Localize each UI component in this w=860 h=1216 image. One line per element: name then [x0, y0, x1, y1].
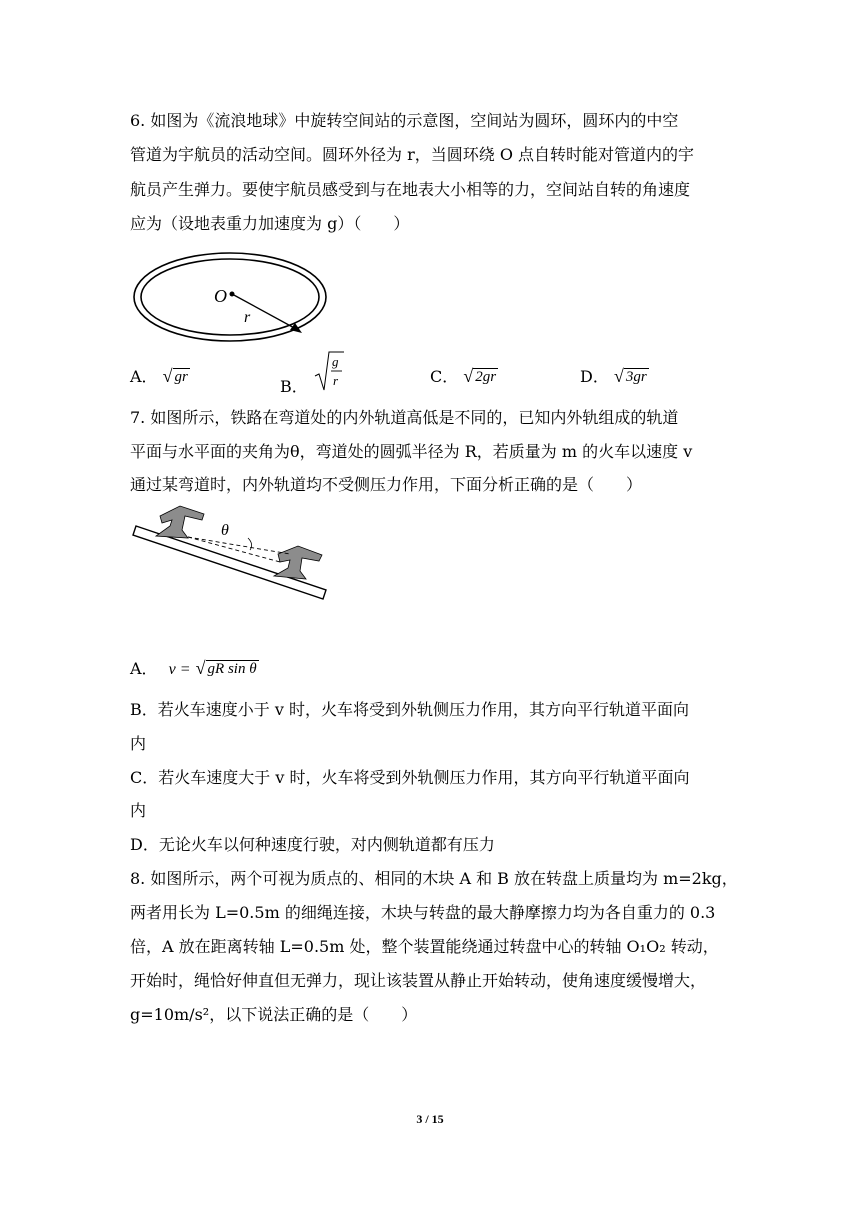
- inner-ring: [141, 259, 319, 335]
- center-label: O: [214, 286, 227, 306]
- q6-option-c[interactable]: C． √ 2gr: [430, 366, 497, 386]
- sqrt-3gr: √ 3gr: [613, 366, 647, 386]
- q6-ring-figure: [130, 250, 330, 350]
- q7-option-c-line-2: 内: [130, 801, 147, 820]
- sqrt-gr: √ gr: [162, 366, 188, 386]
- q7-option-b-line-1[interactable]: B．若火车速度小于 v 时，火车将受到外轨侧压力作用，其方向平行轨道平面向: [130, 700, 689, 719]
- q8-line-4: 开始时，绳恰好伸直但无弹力，现让该装置从静止开始转动，使角速度缓慢增大，: [130, 971, 707, 990]
- q6-line-3: 航员产生弹力。要使宇航员感受到与在地表大小相等的力，空间站自转的角速度: [130, 180, 691, 199]
- q7-option-b-line-2: 内: [130, 734, 147, 753]
- outer-rail: [156, 506, 204, 538]
- q7-line-2: 平面与水平面的夹角为θ，弯道处的圆弧半径为 R，若质量为 m 的火车以速度 v: [130, 442, 693, 461]
- q7-option-d[interactable]: D．无论火车以何种速度行驶，对内侧轨道都有压力: [130, 835, 495, 854]
- inner-rail: [274, 546, 322, 579]
- q6-option-d[interactable]: D． √ 3gr: [580, 366, 647, 386]
- radius-label: r: [244, 309, 251, 326]
- q7-option-c-line-1[interactable]: C．若火车速度大于 v 时，火车将受到外轨侧压力作用，其方向平行轨道平面向: [130, 768, 690, 787]
- q7-line-1: 7. 如图所示，铁路在弯道处的内外轨道高低是不同的，已知内外轨组成的轨道: [130, 408, 679, 427]
- q7-line-3: 通过某弯道时，内外轨道均不受侧压力作用，下面分析正确的是（ ）: [130, 475, 643, 494]
- angle-label: θ: [221, 522, 229, 539]
- q6-option-b[interactable]: B． g r: [280, 352, 345, 398]
- sqrt-g-over-r: [313, 350, 345, 392]
- radius-arrow-line: [232, 294, 298, 330]
- q7-option-a[interactable]: A． v = √ gR sin θ: [130, 658, 257, 678]
- q8-line-3: 倍，A 放在距离转轴 L=0.5m 处，整个装置能绕通过转盘中心的转轴 O₁O₂ 转动，: [130, 937, 719, 956]
- q6-line-2: 管道为宇航员的活动空间。圆环外径为 r，当圆环绕 O 点自转时能对管道内的宇: [130, 145, 695, 164]
- q6-option-a[interactable]: A． √ gr: [130, 366, 188, 386]
- q8-line-2: 两者用长为 L=0.5m 的细绳连接，木块与转盘的最大静摩擦力均为各自重力的 0.3: [130, 903, 716, 922]
- q6-options: [130, 354, 730, 396]
- sqrt-2gr: √ 2gr: [463, 366, 497, 386]
- svg-text:r: r: [332, 373, 338, 388]
- q7-rail-figure: [130, 498, 330, 608]
- q8-line-5: g=10m/s²，以下说法正确的是（ ）: [130, 1005, 418, 1024]
- page-number: 3 / 15: [416, 1112, 444, 1126]
- svg-text:g: g: [331, 354, 339, 369]
- q6-line-1: 6. 如图为《流浪地球》中旋转空间站的示意图，空间站为圆环，圆环内的中空: [130, 111, 679, 130]
- q6-line-4: 应为（设地表重力加速度为 g）（ ）: [130, 214, 410, 233]
- q8-line-1: 8. 如图所示，两个可视为质点的、相同的木块 A 和 B 放在转盘上质量均为 m=2kg，: [130, 869, 738, 888]
